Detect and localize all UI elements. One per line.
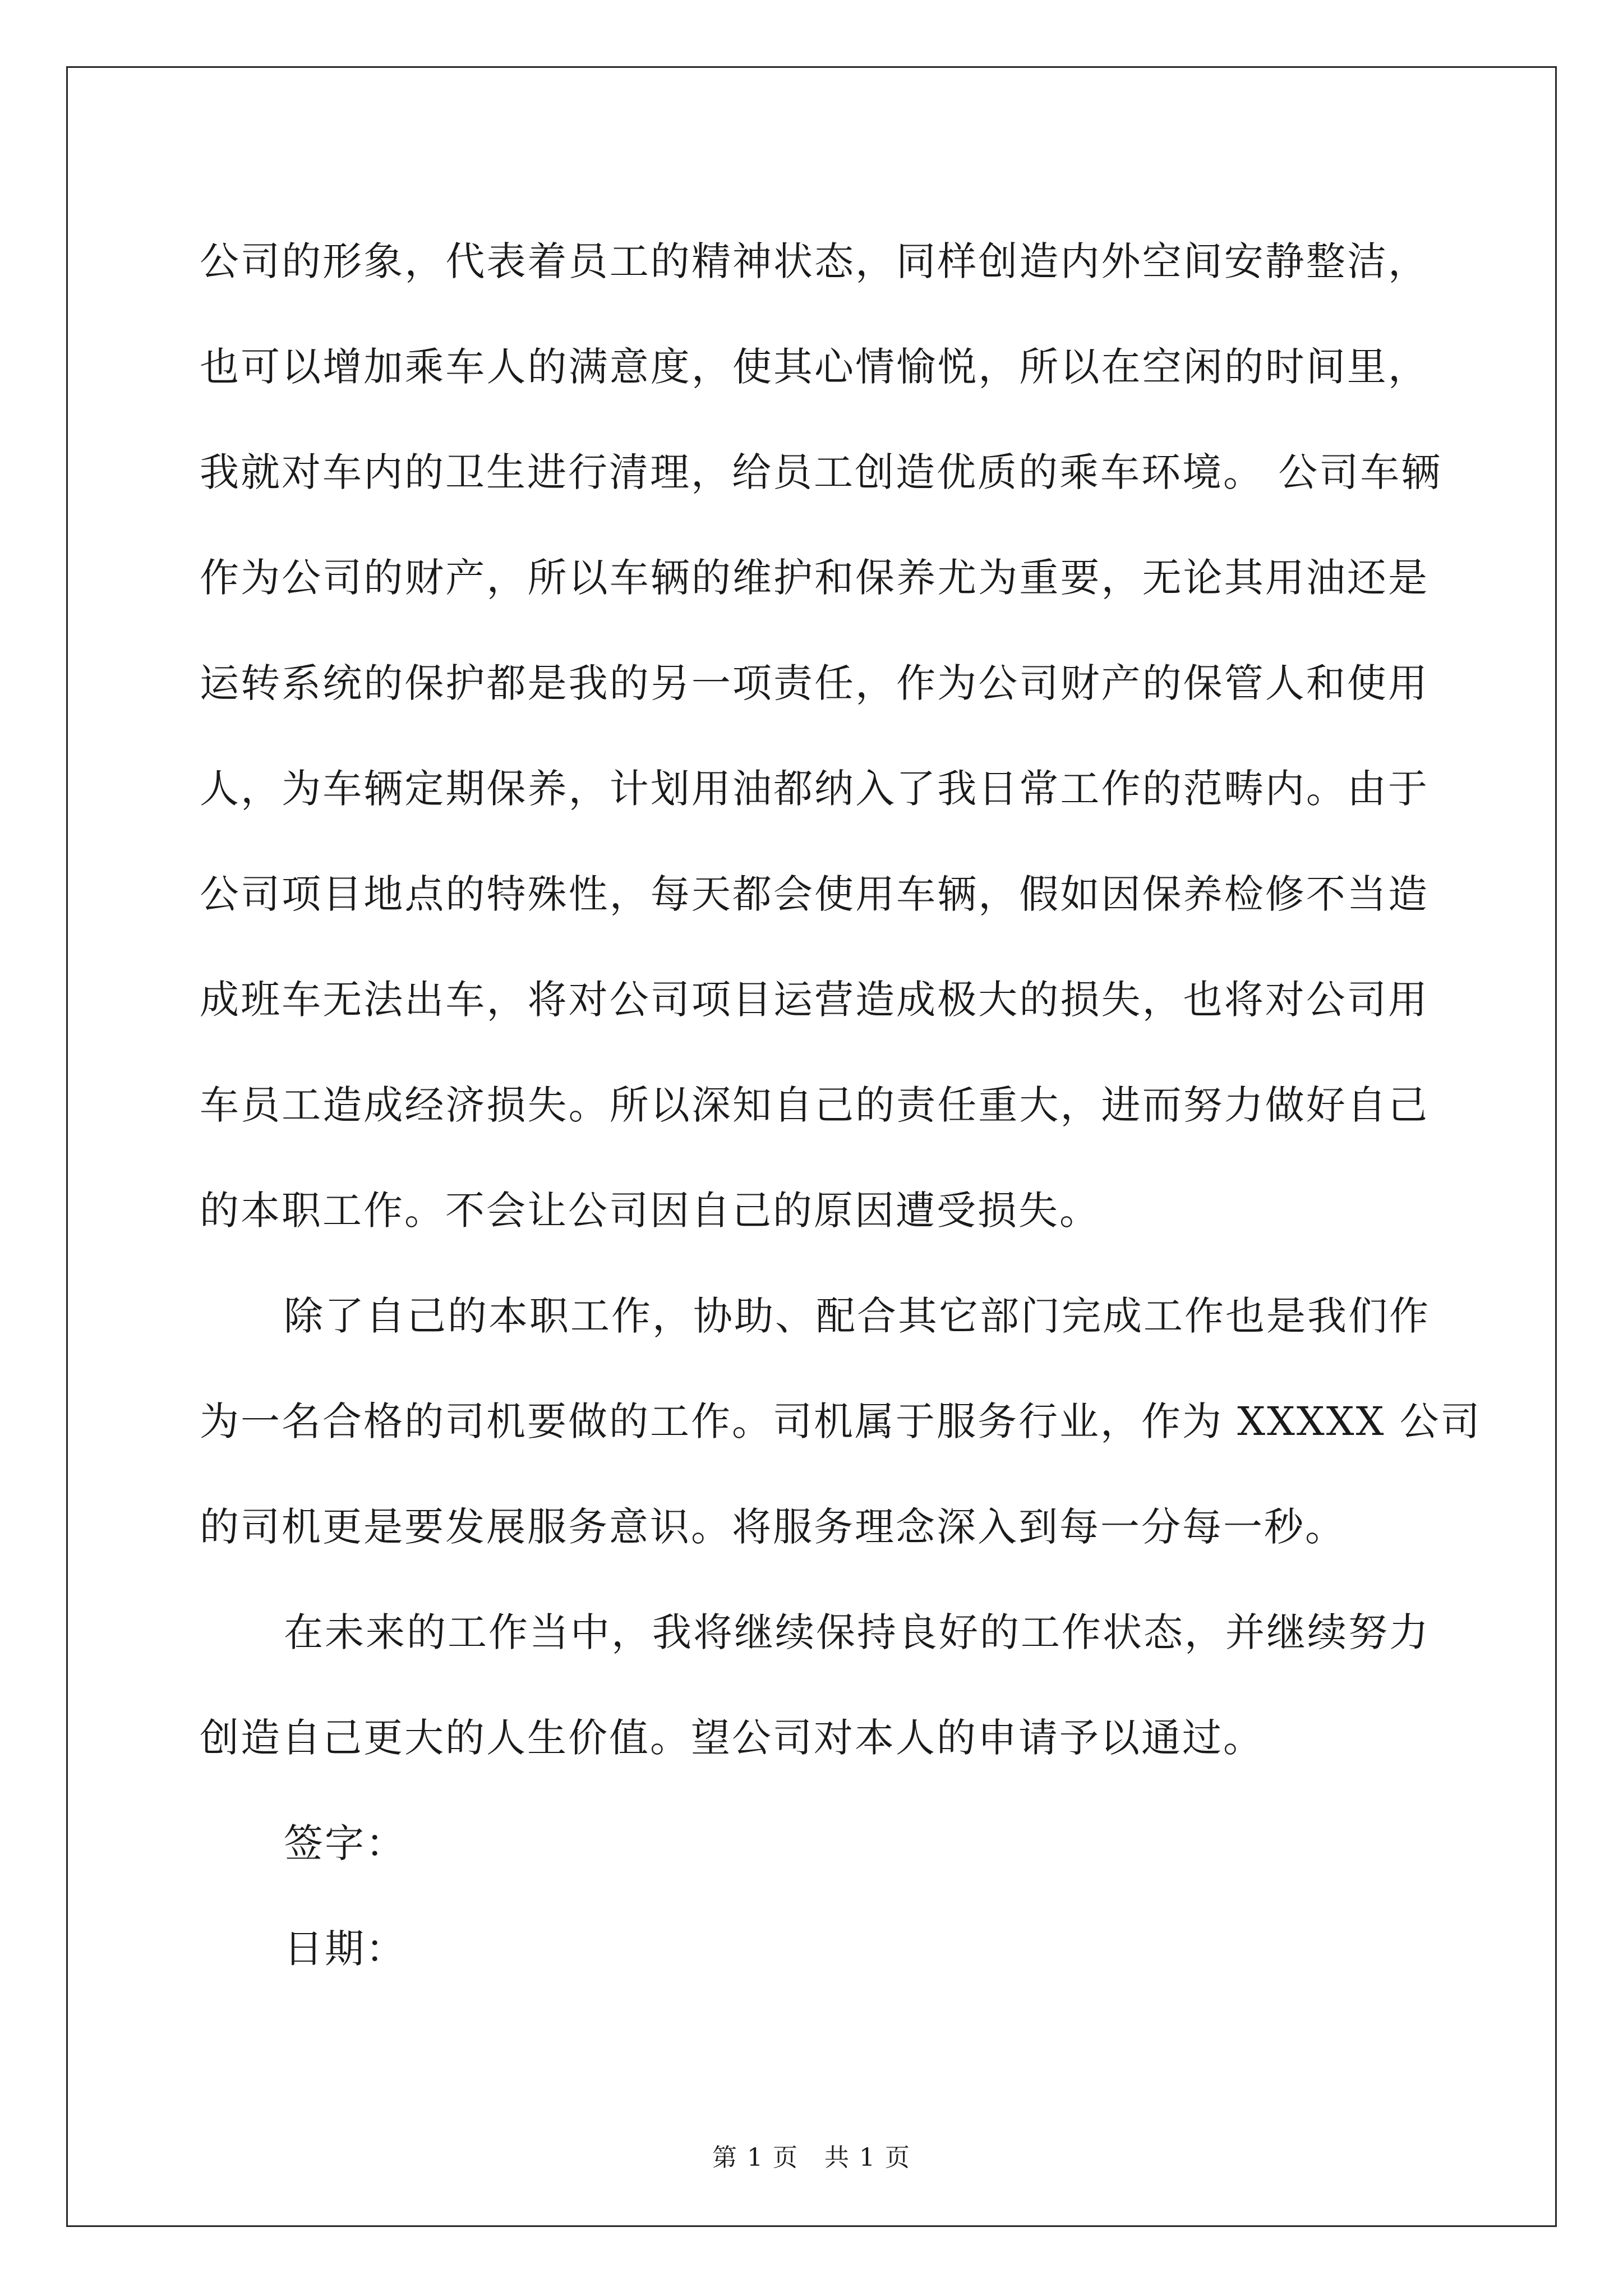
paragraph-1-line-1: 公司的形象，代表着员工的精神状态，同样创造内外空间安静整洁， <box>200 238 1429 284</box>
paragraph-3-line-1: 在未来的工作当中，我将继续保持良好的工作状态，并继续努力 <box>284 1609 1430 1655</box>
date-label: 日期： <box>284 1926 407 1972</box>
paragraph-1-line-7: 公司项目地点的特殊性，每天都会使用车辆，假如因保养检修不当造 <box>200 871 1429 917</box>
document-body <box>200 209 1482 2001</box>
page-footer: 第 1 页 共 1 页 <box>712 2143 911 2172</box>
paragraph-2-line-1: 除了自己的本职工作，协助、配合其它部门完成工作也是我们作 <box>284 1293 1430 1339</box>
signature-label: 签字： <box>284 1820 407 1866</box>
paragraph-2-line-2: 为一名合格的司机要做的工作。司机属于服务行业，作为 XXXXX 公司 <box>200 1398 1482 1444</box>
paragraph-1-line-9: 车员工造成经济损失。所以深知自己的责任重大，进而努力做好自己 <box>200 1082 1429 1128</box>
paragraph-2-line-3: 的司机更是要发展服务意识。将服务理念深入到每一分每一秒。 <box>200 1504 1346 1550</box>
paragraph-1-line-2: 也可以增加乘车人的满意度，使其心情愉悦，所以在空闲的时间里， <box>200 344 1429 390</box>
paragraph-1-line-8: 成班车无法出车，将对公司项目运营造成极大的损失，也将对公司用 <box>200 977 1429 1023</box>
paragraph-1-line-3: 我就对车内的卫生进行清理，给员工创造优质的乘车环境。 公司车辆 <box>200 449 1442 495</box>
paragraph-3-line-2: 创造自己更大的人生价值。望公司对本人的申请予以通过。 <box>200 1715 1264 1761</box>
paragraph-1-line-4: 作为公司的财产，所以车辆的维护和保养尤为重要，无论其用油还是 <box>200 555 1429 601</box>
paragraph-1-line-5: 运转系统的保护都是我的另一项责任，作为公司财产的保管人和使用 <box>200 660 1429 706</box>
paragraph-1-line-10: 的本职工作。不会让公司因自己的原因遭受损失。 <box>200 1188 1100 1234</box>
paragraph-1-line-6: 人，为车辆定期保养，计划用油都纳入了我日常工作的范畴内。由于 <box>200 766 1429 812</box>
